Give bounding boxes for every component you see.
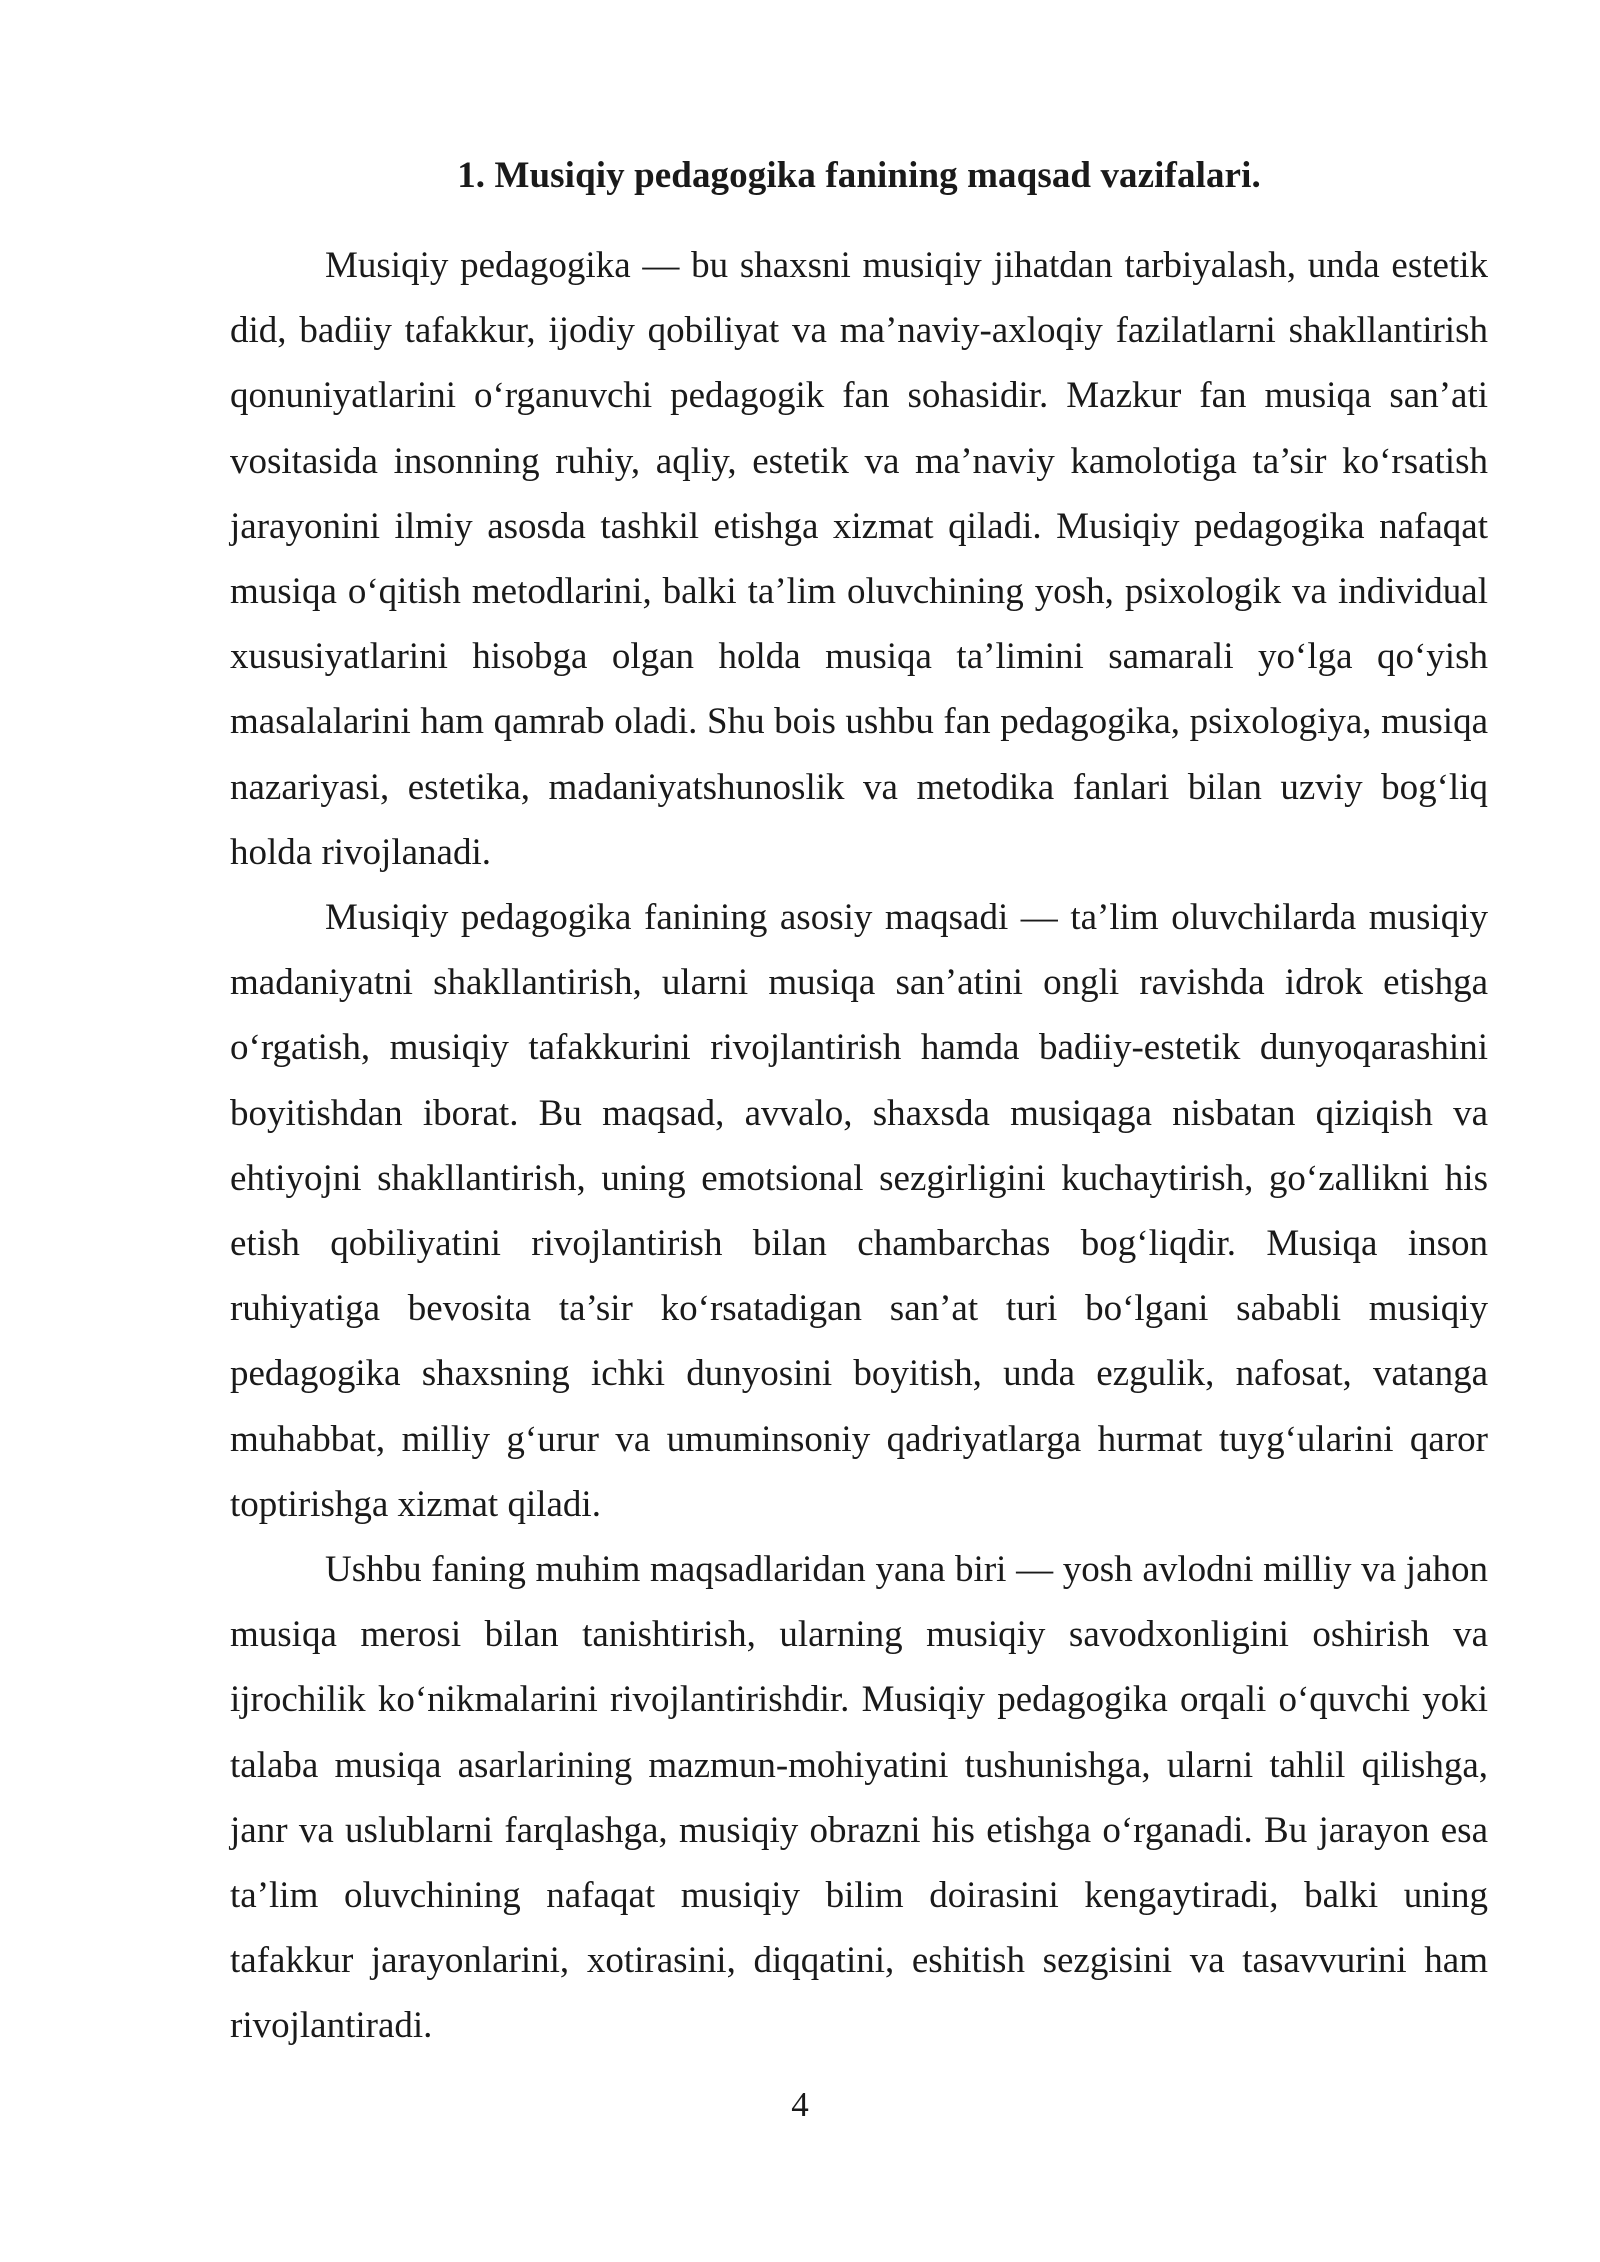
page-title: 1. Musiqiy pedagogika fanining maqsad vazifalari. (457, 155, 1261, 196)
paragraph-3: Ushbu faning muhim maqsadlaridan yana biri — yosh avlodni milliy va jahon musiqa merosi bilan tanishtirish, ularning musiqiy savodxonligini oshirish va ijrochilik ko‘nikmalarini rivojlantirishdir. Musiqiy pedagogika orqali o‘quvchi yoki talaba musiqa asarlarining mazmun-mohiyatini tushunishga, ularni tahlil qilishga, janr va uslublarni farqlashga, musiqiy obrazni his etishga o‘rganadi. Bu jarayon esa ta’lim oluvchining nafaqat musiqiy bilim doirasini kengaytiradi, balki uning tafakkur jarayonlarini, xotirasini, diqqatini, eshitish sezgisini va tasavvurini ham rivojlantiradi. (230, 1549, 1488, 2047)
paragraph-2: Musiqiy pedagogika fanining asosiy maqsadi — ta’lim oluvchilarda musiqiy madaniyatni shakllantirish, ularni musiqa san’atini ongli ravishda idrok etishga o‘rgatish, musiqiy tafakkurini rivojlantirish hamda badiiy-estetik dunyoqarashini boyitishdan iborat. Bu maqsad, avvalo, shaxsda musiqaga nisbatan qiziqish va ehtiyojni shakllantirish, uning emotsional sezgirligini kuchaytirish, go‘zallikni his etish qobiliyatini rivojlantirish bilan chambarchas bog‘liqdir. Musiqa inson ruhiyatiga bevosita ta’sir ko‘rsatadigan san’at turi bo‘lgani sababli musiqiy pedagogika shaxsning ichki dunyosini boyitish, unda ezgulik, nafosat, vatanga muhabbat, milliy g‘urur va umuminsoniy qadriyatlarga hurmat tuyg‘ularini qaror toptirishga xizmat qiladi. (230, 897, 1488, 1525)
document-page (230, 150, 1488, 2059)
paragraph-1: Musiqiy pedagogika — bu shaxsni musiqiy jihatdan tarbiyalash, unda estetik did, badiiy tafakkur, ijodiy qobiliyat va ma’naviy-axloqiy fazilatlarni shakllantirish qonuniyatlarini o‘rganuvchi pedagogik fan sohasidir. Mazkur fan musiqa san’ati vositasida insonning ruhiy, aqliy, estetik va ma’naviy kamolotiga ta’sir ko‘rsatish jarayonini ilmiy asosda tashkil etishga xizmat qiladi. Musiqiy pedagogika nafaqat musiqa o‘qitish metodlarini, balki ta’lim oluvchining yosh, psixologik va individual xususiyatlarini hisobga olgan holda musiqa ta’limini samarali yo‘lga qo‘yish masalalarini ham qamrab oladi. Shu bois ushbu fan pedagogika, psixologiya, musiqa nazariyasi, estetika, madaniyatshunoslik va metodika fanlari bilan uzviy bog‘liq holda rivojlanadi. (230, 245, 1488, 873)
page-number: 4 (791, 2085, 809, 2124)
